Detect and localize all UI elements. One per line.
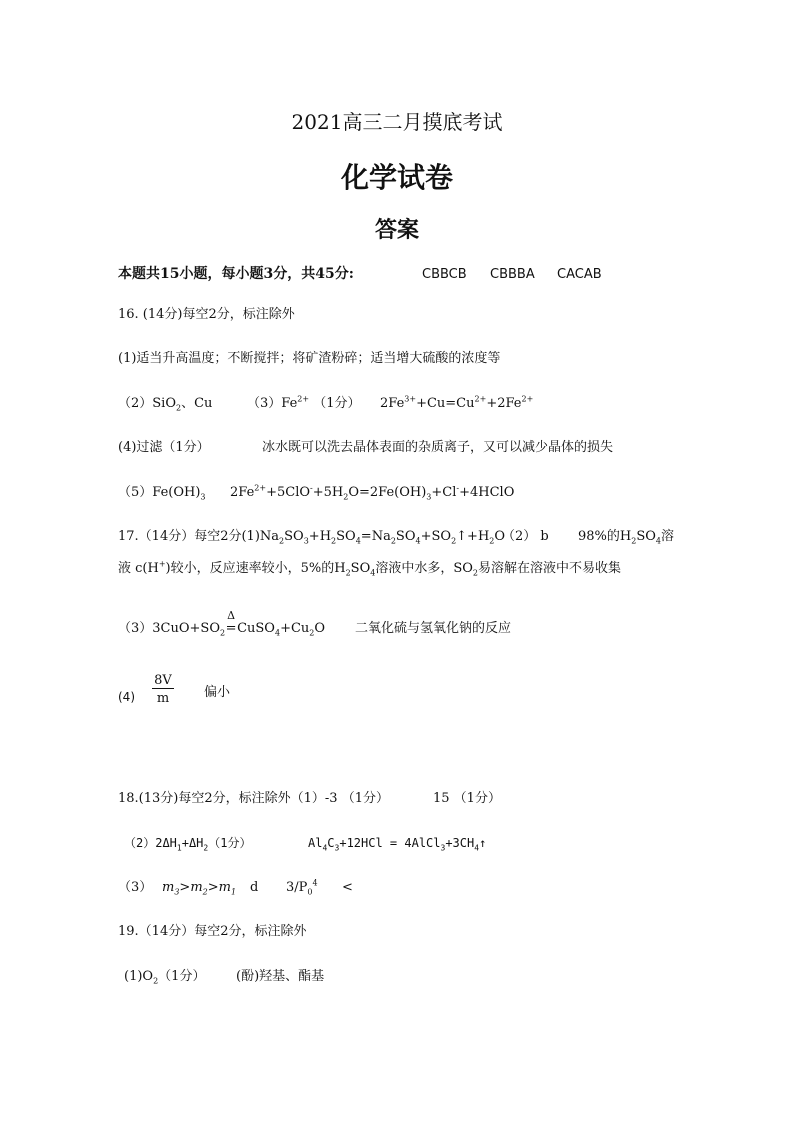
- eq-part: C: [327, 836, 335, 850]
- eq-part: 98%的H: [578, 529, 632, 544]
- mc-answers-1: CBBCB: [422, 267, 467, 282]
- eq-part: +Cu: [280, 621, 310, 636]
- eq-sup: 3+: [404, 394, 417, 404]
- q18-answer-2: [124, 834, 251, 852]
- eq-sub: 4: [355, 536, 361, 546]
- q16-answer-4-reason: 冰水既可以洗去晶体表面的杂质离子，又可以减少晶体的损失: [262, 440, 614, 455]
- eq-sub: 1: [176, 843, 182, 853]
- q17-line-3: [118, 609, 326, 638]
- eq-sub: 4: [474, 843, 480, 853]
- delta-sign: Δ: [227, 609, 236, 622]
- q16-answer-1: (1)适当升高温度；不断搅拌；将矿渣粉碎；适当增大硫酸的浓度等: [118, 351, 501, 366]
- eq-part: +3CH: [445, 836, 475, 850]
- q16-a5-sub: 3: [200, 492, 206, 502]
- mc-answers-2: CBBBA: [490, 267, 535, 282]
- q19-answer-1: [124, 968, 205, 986]
- eq-part: +Cu=Cu: [416, 396, 475, 411]
- fraction-denominator: m: [152, 688, 174, 706]
- eq-part: >m: [179, 880, 203, 895]
- q16-heading: 16. (14分)每空2分，标注除外: [118, 307, 295, 322]
- q18-answer-3-compare: <: [342, 880, 353, 895]
- eq-sub: 2: [279, 536, 285, 546]
- eq-sub: 2: [390, 536, 396, 546]
- eq-sup: -: [456, 483, 460, 493]
- q16-answer-2: [118, 395, 212, 413]
- eq-part: SO: [395, 529, 416, 544]
- equals-sign: =: [225, 621, 237, 636]
- eq-part: )较小，反应速率较小，5%的H: [165, 561, 346, 576]
- fraction-numerator: 8V: [154, 673, 172, 688]
- eq-part: （2）2ΔH: [124, 836, 177, 850]
- eq-sub: 4: [322, 843, 328, 853]
- eq-part: Al: [308, 836, 323, 850]
- q18-answer-3-choice: d: [250, 880, 259, 895]
- q17-answer-4-result: 偏小: [204, 685, 231, 700]
- eq-sub: 2: [309, 628, 315, 638]
- q16-answer-4: (4)过滤（1分）: [118, 440, 210, 455]
- mc-answers-3: CACAB: [557, 267, 602, 282]
- q17-head: 17.（14分）每空2分(1)Na: [118, 529, 280, 544]
- eq-sup: 2+: [254, 483, 267, 493]
- eq-sub: 2: [153, 976, 159, 986]
- eq-sub: 2: [219, 628, 226, 638]
- eq-part: +2Fe: [486, 396, 522, 411]
- exam-title: 2021高三二月摸底考试: [291, 110, 503, 134]
- q18-answer-3-order: [162, 879, 236, 897]
- q17-line-1: [118, 528, 505, 546]
- q16-a2-text: （2）SiO: [118, 396, 176, 411]
- eq-part: CuSO: [237, 621, 275, 636]
- eq-part: SO: [350, 561, 371, 576]
- eq-sub: 0: [307, 887, 313, 897]
- q18-answer-3-label: （3）: [118, 880, 153, 895]
- q16-a5-text: （5）Fe(OH): [118, 485, 201, 500]
- eq-sub: 2: [202, 887, 208, 897]
- eq-sub: 3: [303, 536, 309, 546]
- eq-sub: 2: [343, 492, 349, 502]
- eq-sup: 4: [312, 878, 318, 888]
- q16-a2-sub: 2: [176, 403, 182, 413]
- eq-sub: 2: [489, 536, 495, 546]
- q16-answer-5: [118, 484, 206, 502]
- eq-part: >m: [207, 880, 231, 895]
- eq-part: SO: [284, 529, 304, 544]
- q18-line-1: 18.(13分)每空2分，标注除外（1）-3 （1分）: [118, 791, 389, 806]
- eq-part: +12HCl = 4AlCl: [339, 836, 441, 850]
- eq-part: +SO: [420, 529, 452, 544]
- eq-part: +5H: [312, 485, 344, 500]
- eq-part: SO: [636, 529, 656, 544]
- q18-answer-3-expression: [286, 879, 318, 897]
- eq-part: 2Fe: [230, 485, 255, 500]
- q16-a3-sup: 2+: [297, 394, 310, 404]
- eq-part: SO: [336, 529, 356, 544]
- eq-part: （1分）: [208, 836, 252, 850]
- eq-part: （3）3CuO+SO: [118, 621, 220, 636]
- eq-sup: 2+: [474, 394, 487, 404]
- eq-sub: 2: [472, 568, 479, 578]
- eq-part: O: [314, 621, 326, 636]
- eq-part: +ΔH: [181, 836, 204, 850]
- q17-answer-4-label: (4): [118, 690, 135, 704]
- eq-sub: 3: [426, 492, 432, 502]
- eq-sub: 3: [174, 887, 180, 897]
- q16-a3-score: （1分）: [313, 396, 361, 411]
- eq-sub: 3: [334, 843, 340, 853]
- eq-sub: 2: [331, 536, 337, 546]
- eq-sup: +: [158, 559, 166, 569]
- subject-title: 化学试卷: [340, 161, 453, 194]
- q17-answer-4-fraction: [152, 673, 174, 706]
- eq-sup: 2+: [521, 394, 534, 404]
- q16-answer-5-equation: [230, 484, 514, 502]
- heat-equals-sign: [225, 609, 237, 638]
- q18-answer-2-equation: [308, 834, 486, 852]
- eq-part: ↑: [479, 836, 487, 850]
- eq-sub: 2: [451, 536, 457, 546]
- q17-answer-3-reaction: 二氧化硫与氢氧化钠的反应: [355, 621, 512, 636]
- q16-a3-text: （3）Fe: [247, 396, 298, 411]
- q19-answer-1-groups: (酚)羟基、酯基: [236, 969, 325, 984]
- eq-sub: 4: [274, 628, 281, 638]
- q16-answer-3-equation: [380, 395, 533, 413]
- eq-sup: -: [310, 483, 313, 493]
- eq-sub: 4: [415, 536, 421, 546]
- eq-part: O: [494, 529, 506, 544]
- eq-sub: 2: [203, 843, 209, 853]
- mc-intro: 本题共15小题，每小题3分，共45分:: [118, 266, 354, 282]
- eq-part: 2Fe: [380, 396, 405, 411]
- eq-sub: 1: [230, 887, 237, 897]
- eq-sub: 3: [440, 843, 446, 853]
- eq-part: =Na: [360, 529, 391, 544]
- eq-part: 溶: [661, 529, 675, 544]
- eq-part: m: [162, 880, 175, 895]
- eq-part: 易溶解在溶液中不易收集: [478, 561, 622, 576]
- eq-part: +4HClO: [459, 485, 515, 500]
- eq-part: 溶液中水多，SO: [375, 561, 473, 576]
- eq-part: +5ClO: [266, 485, 311, 500]
- q18-answer-1b: 15 （1分）: [433, 791, 501, 806]
- eq-part: 3/P: [286, 880, 308, 895]
- q17-line-2: [118, 560, 621, 578]
- q19-heading: 19.（14分）每空2分，标注除外: [118, 924, 307, 939]
- eq-part: 液 c(H: [118, 561, 159, 576]
- q17-answer-2-reason-start: [578, 528, 674, 546]
- eq-part: +H: [308, 529, 332, 544]
- q16-a2-text-b: 、Cu: [181, 396, 213, 411]
- answer-title: 答案: [374, 217, 419, 243]
- eq-part: （1分）: [158, 969, 206, 984]
- eq-sub: 4: [370, 568, 376, 578]
- q17-answer-2: （2） b: [502, 529, 549, 544]
- eq-sub: 4: [655, 536, 661, 546]
- eq-part: (1)O: [124, 969, 154, 984]
- eq-sub: 2: [631, 536, 637, 546]
- eq-part: +Cl: [431, 485, 457, 500]
- q16-answer-3: [247, 395, 361, 413]
- eq-part: O=2Fe(OH): [348, 485, 427, 500]
- eq-part: ↑+H: [456, 529, 490, 544]
- eq-sub: 2: [345, 568, 351, 578]
